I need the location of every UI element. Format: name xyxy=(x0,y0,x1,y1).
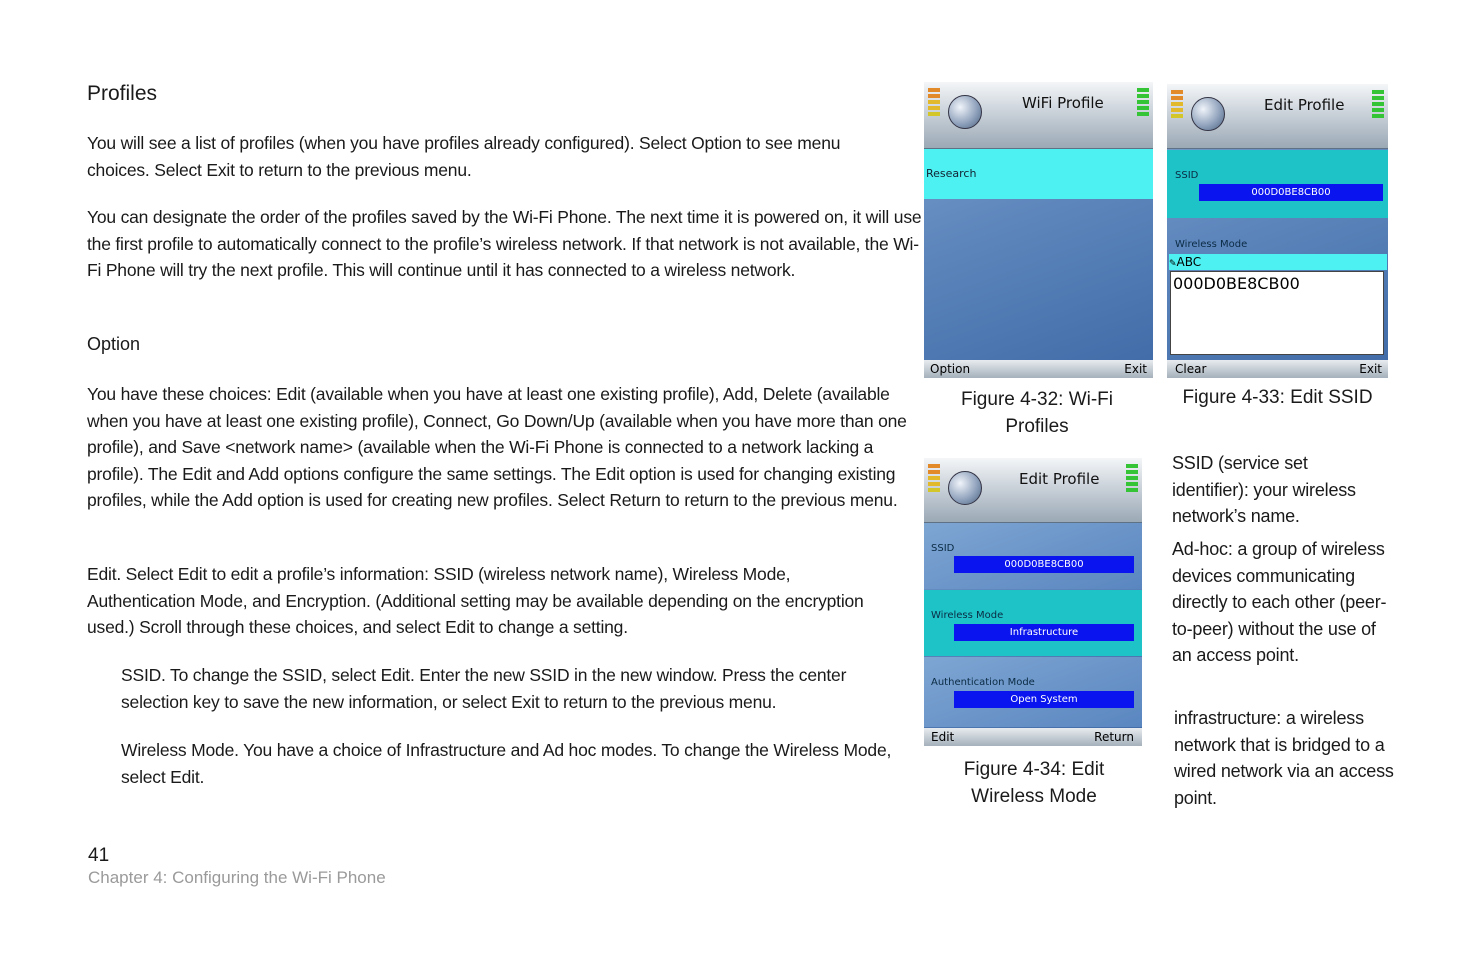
paragraph-order: You can designate the order of the profiles saved by the Wi-Fi Phone. The next time it is powered on, it will use the first profile to automatically connect to the profile’s wireless network. If that network is not available, the Wi-Fi Phone will try the next profile. This will continue until it has connected to a wireless network. xyxy=(87,207,922,280)
input-mode: ABC xyxy=(1176,255,1202,269)
adhoc-definition: Ad-hoc: a group of wireless devices communicating directly to each other (peer-to-peer) without the use of an access point. xyxy=(1172,539,1387,665)
caption-line: Figure 4-34: Edit xyxy=(963,759,1105,780)
screen-header xyxy=(924,458,1142,523)
caption-line: Figure 4-32: Wi-Fi xyxy=(960,389,1114,410)
exit-softkey[interactable]: Exit xyxy=(1124,362,1147,376)
screen-header xyxy=(924,82,1153,149)
paragraph-choices: You have these choices: Edit (available when you have at least one existing profile), Add, Delete (available when you have at least one existing profile), Connect, Go Down/Up (available when you have more than one profile), and Save <network name> (available when the Wi-Fi Phone is connected to a network lacking a profile). The Edit and Add options configure the same settings. The Edit option is used for changing existing profiles, while the Add option is used for creating new profiles. Select Return to return to the previous menu. xyxy=(87,384,907,510)
softkey-bar xyxy=(1167,360,1388,378)
ssid-value: 000D0BE8CB00 xyxy=(954,556,1134,573)
exit-softkey[interactable]: Exit xyxy=(1359,362,1382,376)
clear-softkey[interactable]: Clear xyxy=(1175,362,1207,376)
globe-icon xyxy=(948,471,982,505)
globe-icon xyxy=(1191,97,1225,131)
paragraph-wireless-mode: Wireless Mode. You have a choice of Infrastructure and Ad hoc modes. To change the Wireless Mode, select Edit. xyxy=(121,740,892,787)
pencil-icon: ✎ xyxy=(1169,259,1177,269)
page-number: 41 xyxy=(88,845,110,866)
signal-icon xyxy=(1171,90,1183,126)
profile-name: Research xyxy=(926,167,977,180)
option-softkey[interactable]: Option xyxy=(930,362,971,376)
screen-title: WiFi Profile xyxy=(1022,94,1104,112)
figure-4-32-caption xyxy=(924,386,1150,440)
figure-4-34-caption xyxy=(924,756,1144,810)
softkey-bar xyxy=(924,360,1153,378)
return-softkey[interactable]: Return xyxy=(1094,730,1134,744)
wireless-mode-label: Wireless Mode xyxy=(931,610,1004,621)
softkey-bar xyxy=(924,728,1142,746)
wireless-mode-row[interactable] xyxy=(924,590,1142,656)
profile-list-item[interactable] xyxy=(924,149,1153,199)
authentication-mode-row[interactable] xyxy=(924,657,1142,727)
wireless-mode-label: Wireless Mode xyxy=(1175,239,1248,250)
screen-title: Edit Profile xyxy=(1019,470,1100,488)
paragraph-ssid: SSID. To change the SSID, select Edit. Enter the new SSID in the new window. Press the center selection key to save the new information, or select Exit to return to the previous menu. xyxy=(121,665,847,712)
authentication-mode-label: Authentication Mode xyxy=(931,677,1035,688)
ssid-row[interactable] xyxy=(924,523,1142,589)
screen-header xyxy=(1167,84,1388,149)
ssid-definition: SSID (service set identifier): your wireless network’s name. xyxy=(1172,453,1356,526)
wireless-mode-value: Infrastructure xyxy=(954,624,1134,641)
battery-icon xyxy=(1126,464,1138,500)
edit-softkey[interactable]: Edit xyxy=(931,730,955,744)
infrastructure-definition: infrastructure: a wireless network that is bridged to a wired network via an access point. xyxy=(1174,708,1394,808)
wifi-profile-screen xyxy=(924,82,1153,378)
chapter-footer: Chapter 4: Configuring the Wi-Fi Phone xyxy=(88,868,386,887)
authentication-mode-value: Open System xyxy=(954,691,1134,708)
signal-icon xyxy=(928,464,940,500)
figure-4-33-caption: Figure 4-33: Edit SSID xyxy=(1182,387,1373,408)
option-heading: Option xyxy=(87,334,141,354)
caption-line: Wireless Mode xyxy=(971,786,1097,807)
section-heading: Profiles xyxy=(87,82,158,105)
ssid-label: SSID xyxy=(1175,170,1199,181)
edit-ssid-screen xyxy=(1167,84,1388,378)
battery-icon xyxy=(1372,90,1384,126)
ssid-input[interactable]: 000D0BE8CB00 xyxy=(1170,271,1384,355)
ssid-label: SSID xyxy=(931,543,955,554)
caption-line: Profiles xyxy=(1005,416,1069,437)
edit-wireless-mode-screen xyxy=(924,458,1142,746)
globe-icon xyxy=(948,95,982,129)
ssid-value: 000D0BE8CB00 xyxy=(1199,184,1383,201)
battery-icon xyxy=(1137,88,1149,124)
paragraph-edit: Edit. Select Edit to edit a profile’s information: SSID (wireless network name), Wireless Mode, Authentication Mode, and Encryption. (Additional setting may be available depending on the encryption used.) Scroll through these choices, and select Edit to change a setting. xyxy=(87,564,864,637)
signal-icon xyxy=(928,88,940,124)
ssid-row[interactable] xyxy=(1167,150,1388,218)
paragraph-intro: You will see a list of profiles (when you have profiles already configured). Select Option to see menu choices. Select Exit to return to the previous menu. xyxy=(87,133,841,180)
input-mode-bar xyxy=(1169,254,1387,270)
screen-title: Edit Profile xyxy=(1264,96,1345,114)
